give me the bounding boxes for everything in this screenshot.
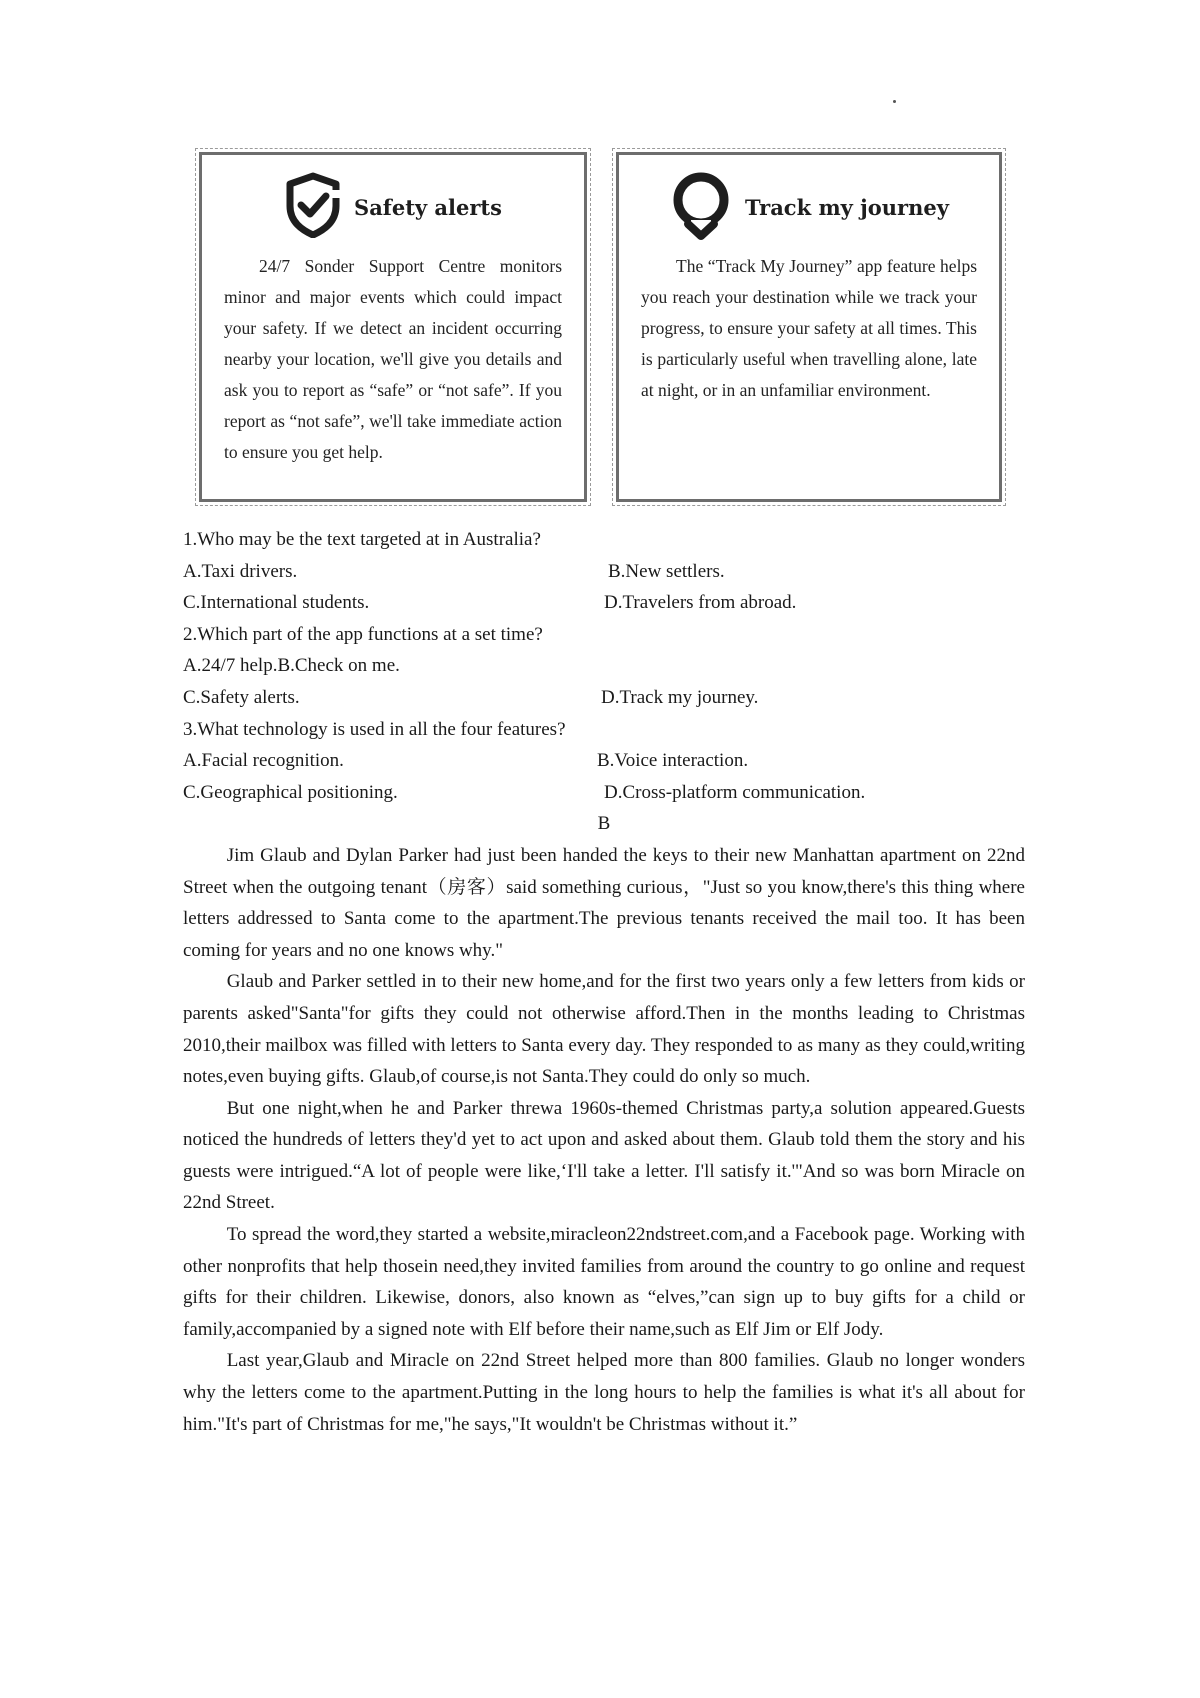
option: B.New settlers. — [608, 560, 725, 582]
card-title: Safety alerts — [354, 194, 502, 220]
option: C.International students. — [183, 592, 370, 614]
paragraph: Jim Glaub and Dylan Parker had just been handed the keys to their new Manhattan apartment on 22nd Street when the outgoing tenant（房客）said something curious，"Just so you know,there's this thing where letters addressed to Santa come to the apartment.The previous tenants received the mail too. It has been coming for years and no one knows why." — [183, 844, 1025, 961]
option: A.Taxi drivers. — [183, 560, 298, 582]
option-row — [183, 556, 1025, 588]
card-body: The “Track My Journey” app feature helps you reach your destination while we track your progress, to ensure your safety at all times. This is particularly useful when travelling alone, late at night, or in an unfamiliar environment. — [641, 256, 977, 400]
option-row — [183, 587, 1025, 619]
paragraph: But one night,when he and Parker threwa 1960s-themed Christmas party,a solution appeared.Guests noticed the hundreds of letters they'd yet to act upon and asked about them. Glaub told them the story and his guests were intrigued.“A lot of people were like,‘I'll take a letter. I'll satisfy it.'"And so was born Miracle on 22nd Street. — [183, 1097, 1025, 1214]
option-row — [183, 745, 1025, 777]
option: A.24/7 help.B.Check on me. — [183, 655, 400, 677]
option: A.Facial recognition. — [183, 750, 344, 772]
option: D.Travelers from abroad. — [604, 592, 797, 614]
option-row — [183, 682, 1025, 714]
card-header — [224, 163, 562, 251]
option: D.Cross-platform communication. — [604, 781, 866, 803]
location-pin-icon — [669, 170, 733, 245]
paragraph: Last year,Glaub and Miracle on 22nd Street helped more than 800 families. Glaub no longer wonders why the letters come to the apartment.Putting in the long hours to help the families is what it's all about for him."It's part of Christmas for me,"he says,"It wouldn't be Christmas without it.” — [183, 1350, 1025, 1435]
option: B.Voice interaction. — [597, 750, 749, 772]
paragraph: Glaub and Parker settled in to their new home,and for the first two years only a few letters from kids or parents asked"Santa"for gifts they could not otherwise afford.Then in the months leading to Christmas 2010,their mailbox was filled with letters to Santa every day. They responded to as many as they could,writing notes,even buying gifts. Glaub,of course,is not Santa.They could do only so much. — [183, 971, 1025, 1088]
stray-mark — [893, 100, 896, 103]
question-stem: 1.Who may be the text targeted at in Australia? — [183, 529, 541, 550]
question-stem: 2.Which part of the app functions at a set time? — [183, 623, 543, 645]
option: C.Geographical positioning. — [183, 781, 398, 803]
option: C.Safety alerts. — [183, 686, 300, 708]
paragraph: To spread the word,they started a website,miracleon22ndstreet.com,and a Facebook page. Working with other nonprofits that help thosein need,they invited families from around the country to go online and request gifts for their children. Likewise, donors, also known as “elves,”can sign up to buy gifts for a child or family,accompanied by a signed note with Elf before their name,such as Elf Jim or Elf Jody. — [183, 1224, 1025, 1340]
shield-check-icon — [284, 172, 342, 243]
safety-alerts-card — [199, 152, 587, 502]
option: D.Track my journey. — [601, 686, 759, 708]
card-body: 24/7 Sonder Support Centre monitors minor and major events which could impact your safety. If we detect an incident occurring nearby your location, we'll give you details and ask you to report as “safe” or “not safe”. If you report as “not safe”, we'll take immediate action to ensure you get help. — [224, 256, 562, 462]
section-label: B — [597, 813, 611, 835]
document-content — [183, 524, 1025, 1440]
card-title: Track my journey — [745, 194, 949, 220]
track-my-journey-card — [616, 152, 1002, 502]
question-stem: 3.What technology is used in all the four features? — [183, 718, 566, 740]
option-row — [183, 777, 1025, 809]
card-header — [641, 163, 977, 251]
